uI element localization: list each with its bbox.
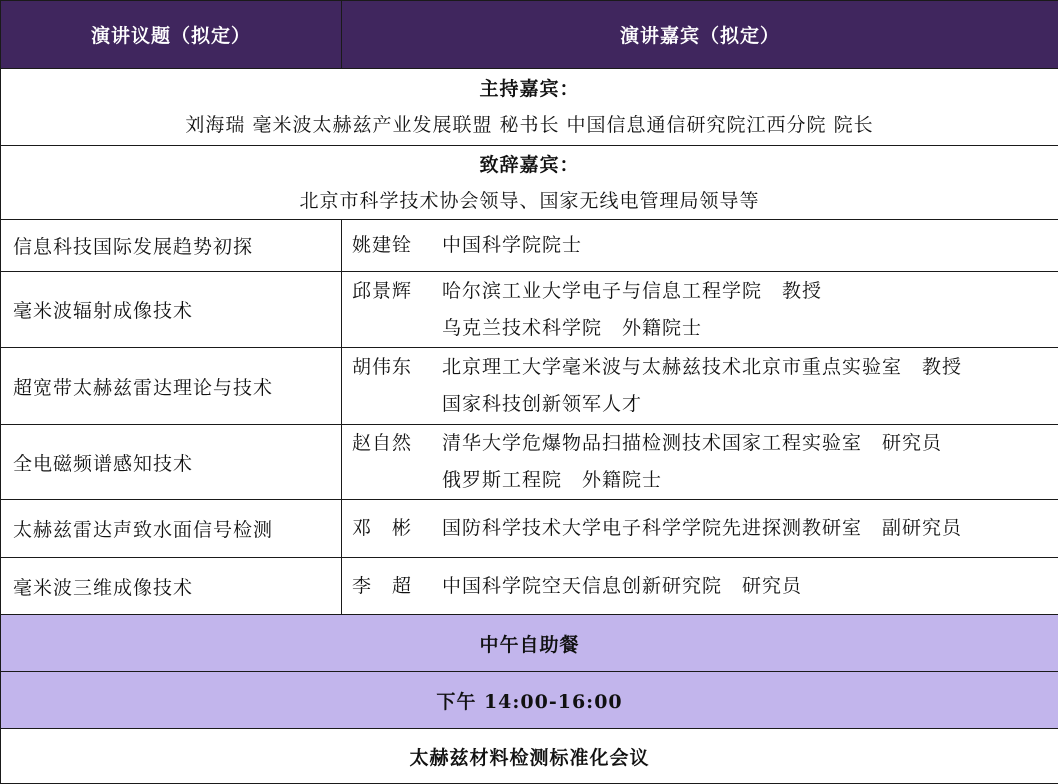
speaker-title: 国防科学技术大学电子科学学院先进探测教研室 副研究员 [442, 510, 1058, 547]
speaker-title: 乌克兰技术科学院 外籍院士 [442, 310, 1058, 347]
speaker-title: 哈尔滨工业大学电子与信息工程学院 教授 [442, 273, 1058, 310]
afternoon-row [1, 672, 1058, 729]
speaker-cell [342, 425, 1058, 500]
host-text: 刘海瑞 毫米波太赫兹产业发展联盟 秘书长 中国信息通信研究院江西分院 院长 [1, 107, 1058, 143]
speaker-title: 俄罗斯工程院 外籍院士 [442, 462, 1058, 499]
address-row [1, 146, 1058, 220]
speaker-title: 中国科学院空天信息创新研究院 研究员 [442, 568, 1058, 605]
speaker-cell [342, 220, 1058, 272]
topic-cell: 太赫兹雷达声致水面信号检测 [1, 500, 342, 558]
table-row [1, 272, 1058, 348]
lunch-label: 中午自助餐 [1, 615, 1058, 672]
table-row [1, 348, 1058, 425]
header-row [1, 1, 1058, 69]
speaker-cell [342, 272, 1058, 348]
speaker-column-header: 演讲嘉宾（拟定） [342, 1, 1058, 69]
topic-cell: 毫米波三维成像技术 [1, 558, 342, 615]
speaker-cell [342, 348, 1058, 425]
speaker-title: 中国科学院院士 [442, 227, 1058, 264]
session-row [1, 729, 1058, 784]
speaker-name: 姚建铨 [352, 227, 442, 264]
speaker-title: 清华大学危爆物品扫描检测技术国家工程实验室 研究员 [442, 425, 1058, 462]
session-title: 太赫兹材料检测标准化会议 [1, 729, 1058, 784]
table-row [1, 425, 1058, 500]
address-label: 致辞嘉宾： [1, 147, 1058, 183]
speaker-cell [342, 558, 1058, 615]
topic-column-header: 演讲议题（拟定） [1, 1, 342, 69]
speaker-name: 李 超 [352, 568, 442, 605]
speaker-cell [342, 500, 1058, 558]
speaker-name: 邓 彬 [352, 510, 442, 547]
topic-cell: 毫米波辐射成像技术 [1, 272, 342, 348]
speaker-title: 国家科技创新领军人才 [442, 386, 1058, 423]
host-row [1, 69, 1058, 146]
afternoon-time: 下午 14:00-16:00 [1, 672, 1058, 729]
address-text: 北京市科学技术协会领导、国家无线电管理局领导等 [1, 183, 1058, 219]
lunch-row [1, 615, 1058, 672]
table-row [1, 558, 1058, 615]
topic-cell: 全电磁频谱感知技术 [1, 425, 342, 500]
table-row [1, 500, 1058, 558]
speaker-name: 赵自然 [352, 425, 442, 462]
speaker-title: 北京理工大学毫米波与太赫兹技术北京市重点实验室 教授 [442, 349, 1058, 386]
host-label: 主持嘉宾： [1, 71, 1058, 107]
topic-cell: 信息科技国际发展趋势初探 [1, 220, 342, 272]
speaker-name: 胡伟东 [352, 349, 442, 386]
speaker-name: 邱景辉 [352, 273, 442, 310]
table-row [1, 220, 1058, 272]
topic-cell: 超宽带太赫兹雷达理论与技术 [1, 348, 342, 425]
